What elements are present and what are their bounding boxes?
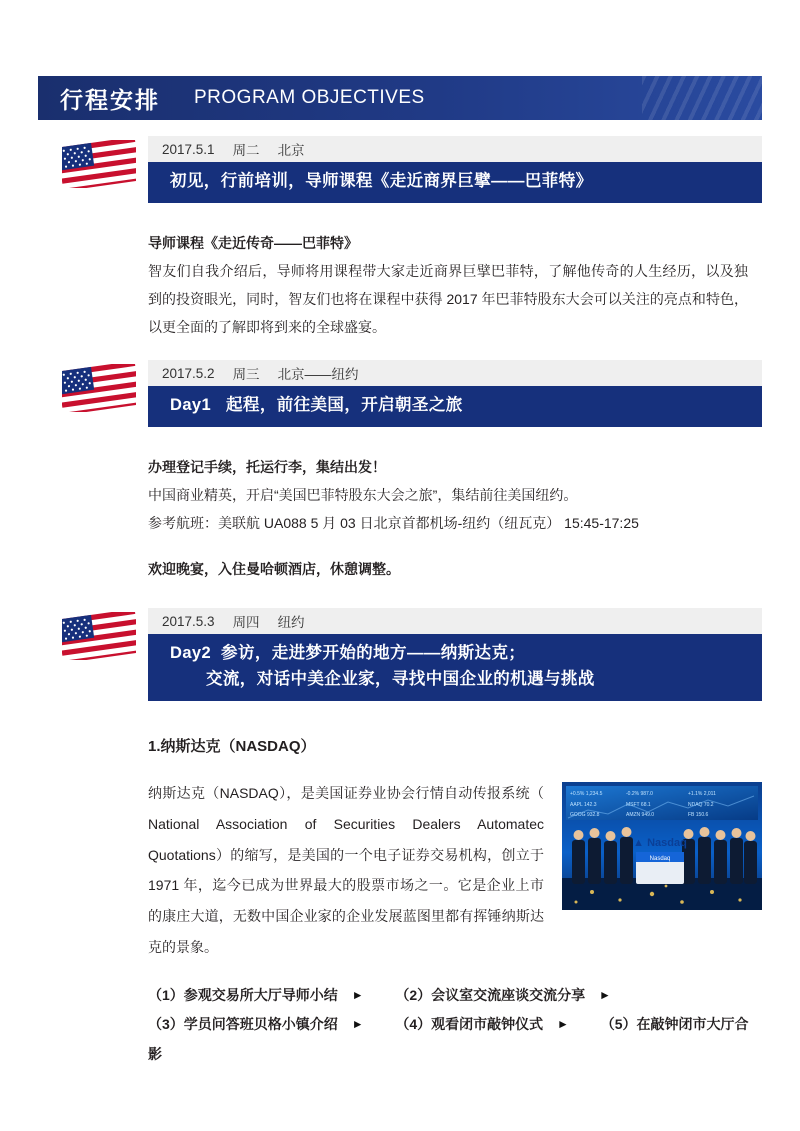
date-bar-1 [148,136,762,162]
place-value-1: 北京 [277,143,305,158]
activity-text-4: 观看闭市敲钟仪式 [431,1016,544,1033]
spacer [148,537,748,555]
activity-no-4: （4） [395,1016,432,1033]
section-title-text-2: 起程，前往美国，开启朝圣之旅 [226,396,463,414]
day-label-3: Day2 [170,644,212,662]
svg-text:Nasdaq: Nasdaq [649,856,671,862]
svg-text:▲ Nasdaq: ▲ Nasdaq [633,837,687,849]
section-title-text-3-line2: 交流，对话中美企业家，寻找中国企业的机遇与挑战 [206,669,595,688]
nasdaq-heading: 1.纳斯达克（NASDAQ） [148,738,316,755]
header-stripe-decor [642,76,762,120]
page-title-en: PROGRAM OBJECTIVES [194,87,425,108]
nasdaq-content [148,778,762,963]
section-2-paragraph-3: 欢迎晚宴，入住曼哈顿酒店，休憩调整。 [148,560,400,577]
activity-text-5: 在敲钟闭市大厅合影 [148,1016,749,1062]
date-value-1: 2017.5.1 [162,141,215,157]
svg-text:-0.2% 987.0: -0.2% 987.0 [626,791,653,797]
itinerary-section-2 [38,360,762,583]
activity-no-5: （5） [600,1016,637,1033]
activity-no-2: （2） [395,986,432,1003]
usa-flag-icon [62,612,136,660]
date-bar-2 [148,360,762,386]
section-body-1 [148,229,748,341]
section-title-text-3-line1: 参访，走进梦开始的地方——纳斯达克； [221,644,526,662]
weekday-value-2: 周三 [232,367,260,382]
section-2-paragraph-0: 办理登记手续，托运行李，集结出发！ [148,458,386,475]
activity-no-1: （1） [148,986,184,1003]
section-2-paragraph-2: 参考航班：美联航 UA088 5 月 03 日北京首都机场-纽约（纽瓦克） 15:45-17:25 [148,514,639,531]
itinerary-section-1 [38,136,762,341]
svg-text:+0.5% 1,234.5: +0.5% 1,234.5 [570,791,603,797]
day-label-2: Day1 [170,396,212,414]
date-value-2: 2017.5.2 [162,365,215,381]
arrow-icon: ► [351,1017,364,1032]
place-value-2: 北京——纽约 [277,367,359,382]
section-1-paragraph-0: 导师课程《走近传奇——巴菲特》 [148,234,358,251]
svg-text:AAPL 142.3: AAPL 142.3 [570,802,597,808]
svg-text:+1.1% 2,011: +1.1% 2,011 [688,791,716,797]
page-header-banner [38,76,762,120]
itinerary-section-3 [38,608,762,701]
page-title-cn: 行程安排 [60,86,160,113]
usa-flag-icon [62,364,136,412]
usa-flag-icon [62,140,136,188]
section-title-2 [148,386,762,427]
activity-no-3: （3） [148,1016,184,1033]
section-body-2 [148,453,748,583]
svg-text:AMZN 949.0: AMZN 949.0 [626,812,655,818]
svg-text:MSFT 68.1: MSFT 68.1 [626,802,651,808]
arrow-icon: ► [351,987,364,1002]
activity-text-2: 会议室交流座谈交流分享 [431,986,586,1003]
activity-text-1: 参观交易所大厅导师小结 [183,986,338,1003]
date-bar-3 [148,608,762,634]
section-title-3 [148,634,762,701]
weekday-value-1: 周二 [232,143,260,158]
nasdaq-block [38,735,762,1069]
svg-text:NDAQ 70.2: NDAQ 70.2 [688,802,714,808]
activity-text-3: 学员问答班贝格小镇介绍 [183,1016,338,1033]
place-value-3: 纽约 [277,615,305,630]
arrow-icon: ► [557,1017,569,1032]
activity-row-1 [148,981,762,1010]
section-2-paragraph-1: 中国商业精英，开启“美国巴菲特股东大会之旅”，集结前往美国纽约。 [148,486,578,503]
weekday-value-3: 周四 [232,615,260,630]
svg-text:GOOG 932.8: GOOG 932.8 [570,812,600,818]
date-value-3: 2017.5.3 [162,613,215,629]
nasdaq-bell-ceremony-photo [562,782,762,910]
section-1-paragraph-1: 智友们自我介绍后，导师将用课程带大家走近商界巨擘巴菲特，了解他传奇的人生经历，以及独到的投资眼光，同时，智友们也将在课程中获得 2017 年巴菲特股东大会可以关注的亮点和特色，以更全面的了解即将到来的全球盛宴。 [148,262,748,335]
section-title-1: 初见，行前培训，导师课程《走近商界巨擘——巴菲特》 [148,162,762,203]
svg-text:FB 150.6: FB 150.6 [688,812,709,818]
activity-row-2 [148,1010,762,1069]
arrow-icon: ► [599,987,611,1002]
nasdaq-activity-list [148,981,762,1069]
nasdaq-body-text: 纳斯达克（NASDAQ），是美国证券业协会行情自动传报系统（ National Association of Securities Dealers Automatec Quotations）的缩写，是美国的一个电子证券交易机构，创立于 1971 年，迄今已成为世界最大的股票市场之一。它是企业上市的康庄大道，无数中国企业家的企业发展蓝图里都有挥锤纳斯达克的景象。 [148,785,544,955]
